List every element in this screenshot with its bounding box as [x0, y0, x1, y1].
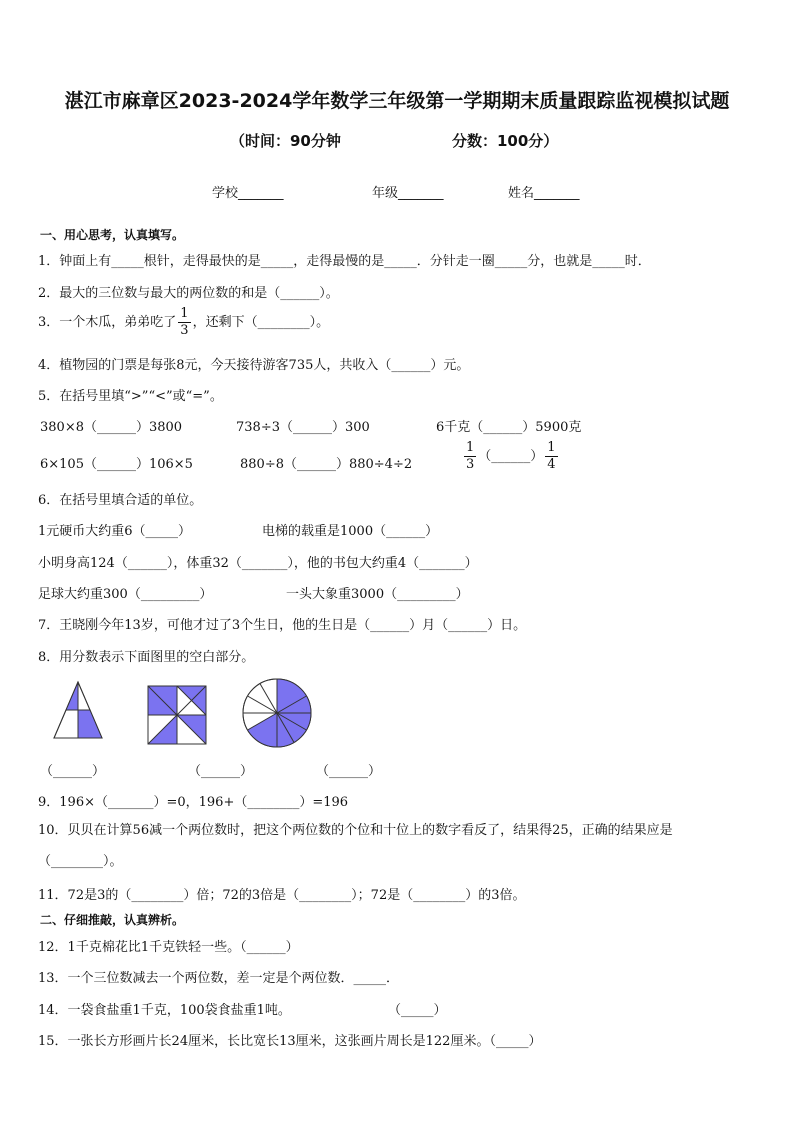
compare-6 [462, 440, 560, 473]
square-figure [146, 684, 208, 746]
figure-3-answer: （______） [316, 764, 382, 779]
school-field: 学校_______ [212, 186, 284, 201]
question-3-answer: ，还剩下（________）。 [192, 315, 330, 330]
triangle-figure [50, 678, 106, 742]
unit-elephant: 一头大象重3000（_________） [286, 587, 469, 602]
question-5: 5．在括号里填“>”“<”或“=”。 [38, 389, 223, 404]
question-9: 9．196×（_______）=0，196+（________）=196 [38, 795, 349, 810]
question-4: 4．植物园的门票是每张8元，今天接待游客735人，共收入（______）元。 [38, 358, 470, 373]
circle-figure [240, 676, 314, 750]
figure-1-answer: （______） [40, 764, 106, 779]
question-13: 13．一个三位数减去一个两位数，差一定是个两位数．_____． [38, 971, 400, 986]
compare-3: 6千克（______）5900克 [436, 420, 582, 435]
question-15: 15．一张长方形画片长24厘米，长比宽长13厘米，这张画片周长是122厘米。（_____） [38, 1034, 542, 1049]
score-label: 分数：100分） [452, 132, 559, 150]
unit-xiaoming: 小明身高124（______），体重32（_______），他的书包大约重4（_______） [38, 556, 478, 571]
time-label: （时间：90分钟 [230, 132, 341, 150]
compare-4: 6×105（______）106×5 [40, 457, 193, 472]
fraction-one-third: $\frac{1}{3}$ [180, 306, 189, 338]
compare-5: 880÷8（______）880÷4÷2 [240, 457, 413, 472]
question-14: 14．一袋食盐重1千克，100袋食盐重1吨。 [38, 1003, 291, 1018]
question-7: 7．王晓刚今年13岁，可他才过了3个生日，他的生日是（______）月（______）日。 [38, 618, 527, 633]
section-2-heading: 二、仔细推敲，认真辨析。 [40, 913, 185, 927]
unit-football: 足球大约重300（_________） [38, 587, 213, 602]
fraction-one-third: $\frac{1}{3}$ [466, 440, 475, 472]
compare-6-blank: （______） [478, 449, 544, 464]
figure-2-answer: （______） [188, 764, 254, 779]
question-11: 11．72是3的（________）倍；72的3倍是（________）；72是（________）的3倍。 [38, 888, 526, 903]
compare-1: 380×8（______）3800 [40, 420, 183, 435]
question-12: 12．1千克棉花比1千克铁轻一些。（______） [38, 940, 299, 955]
triangle-shade-bottom [78, 710, 102, 738]
question-8: 8．用分数表示下面图里的空白部分。 [38, 650, 255, 665]
question-6: 6．在括号里填合适的单位。 [38, 493, 203, 508]
question-3 [38, 306, 329, 339]
question-3-text: 3．一个木瓜，弟弟吃了 [38, 315, 177, 330]
question-1: 1．钟面上有_____根针，走得最快的是_____，走得最慢的是_____．分针走一圈_____分，也就是_____时． [38, 254, 651, 269]
page-title: 湛江市麻章区2023-2024学年数学三年级第一学期期末质量跟踪监视模拟试题 [64, 90, 730, 112]
question-2: 2．最大的三位数与最大的两位数的和是（______）。 [38, 286, 339, 301]
question-10: 10．贝贝在计算56减一个两位数时，把这个两位数的个位和十位上的数字看反了，结果得25，正确的结果应是（________）。 [38, 823, 673, 869]
unit-elevator: 电梯的载重是1000（______） [262, 524, 439, 539]
unit-coin: 1元硬币大约重6（_____） [38, 524, 192, 539]
compare-2: 738÷3（______）300 [236, 420, 370, 435]
grade-field: 年级_______ [372, 186, 444, 201]
name-field: 姓名_______ [508, 186, 580, 201]
question-14-answer: （_____） [388, 1003, 447, 1018]
section-1-heading: 一、用心思考，认真填写。 [40, 228, 185, 242]
fraction-one-fourth: $\frac{1}{4}$ [547, 440, 556, 472]
